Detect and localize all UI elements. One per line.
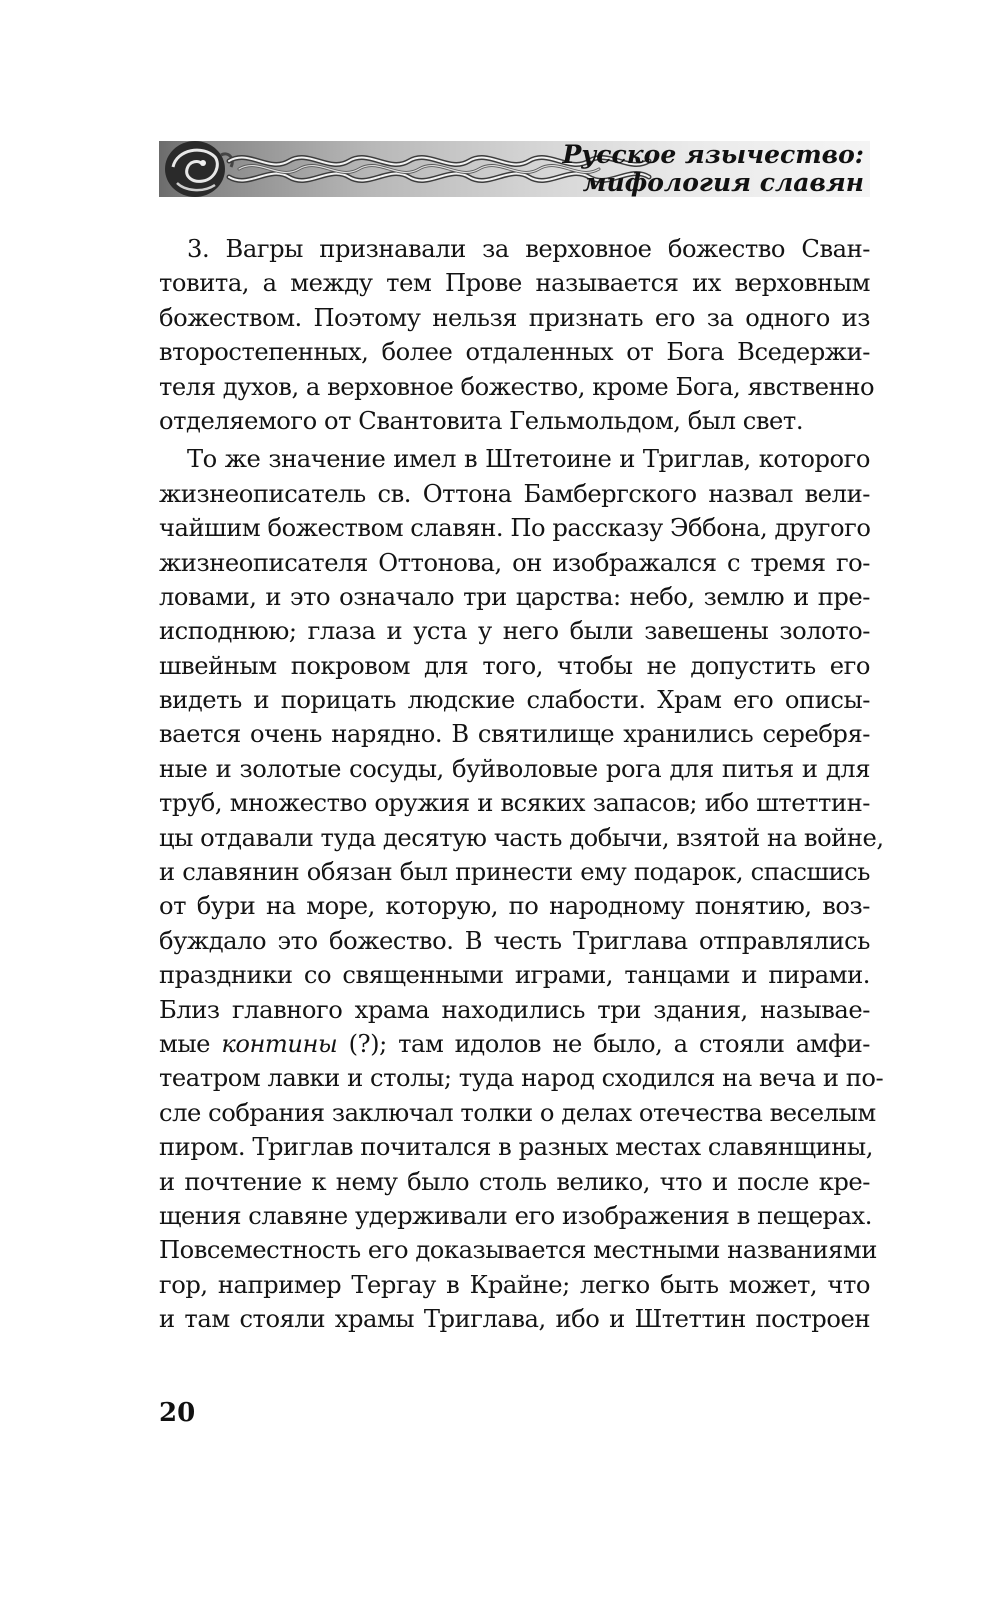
text-line: 3. Вагры признавали за верховное божество Сван-: [187, 235, 870, 263]
text-line: праздники со священными играми, танцами и пирами.: [159, 961, 870, 990]
running-header: [159, 137, 870, 201]
text-line: второстепенных, более отдаленных от Бога Вседержи-: [159, 338, 870, 367]
text-line: гор, например Тергау в Крайне; легко быть может, что: [159, 1270, 870, 1299]
text-segment: (?); там идолов не было, а стояли амфи-: [337, 1029, 870, 1058]
text-segment: мые: [159, 1029, 222, 1058]
italic-term: контины: [221, 1029, 338, 1058]
body-text: [159, 232, 884, 1337]
text-line: исподнюю; глаза и уста у него были завешены золото-: [159, 617, 870, 646]
text-line: жизнеописатель св. Оттона Бамбергского назвал вели-: [159, 479, 870, 508]
text-line: театром лавки и столы; туда народ сходился на веча и по-: [159, 1064, 884, 1093]
text-line: щения славяне удерживали его изображения в пещерах.: [159, 1201, 872, 1230]
header-title: [563, 141, 864, 197]
text-line: Повсеместность его доказывается местными названиями: [159, 1236, 877, 1265]
dragon-emblem-icon: [165, 141, 232, 197]
text-line: ловами, и это означало три царства: небо, землю и пре-: [159, 582, 870, 611]
text-line: вается очень нарядно. В святилище хранились серебря-: [159, 720, 870, 749]
text-line: То же значение имел в Штетоине и Триглав, которого: [187, 445, 870, 474]
page-number: 20: [159, 1398, 196, 1428]
header-title-line-1: Русское язычество:: [562, 140, 864, 169]
header-title-line-2: мифология славян: [582, 168, 864, 197]
paragraph-2: [159, 442, 884, 1336]
text-line: цы отдавали туда десятую часть добычи, взятой на войне,: [159, 823, 884, 852]
text-line: жизнеописателя Оттонова, он изображался с тремя го-: [159, 548, 870, 577]
text-line: теля духов, а верховное божество, кроме Бога, явственно: [159, 372, 875, 401]
text-line: и почтение к нему было столь велико, что и после кре-: [159, 1167, 870, 1196]
text-line: ные и золотые сосуды, буйволовые рога для питья и для: [159, 754, 870, 783]
text-line-with-italic: [159, 1027, 870, 1061]
text-line: и славянин обязан был принести ему подарок, спасшись: [159, 858, 870, 887]
text-line: отделяемого от Свантовита Гельмольдом, был свет.: [159, 406, 804, 435]
text-line: пиром. Триглав почитался в разных местах славянщины,: [159, 1133, 873, 1162]
text-line: божеством. Поэтому нельзя признать его за одного из: [159, 303, 870, 332]
text-line: и там стояли храмы Триглава, ибо и Штеттин построен: [159, 1305, 870, 1334]
text-line: чайшим божеством славян. По рассказу Эббона, другого: [159, 514, 871, 543]
text-line: видеть и порицать людские слабости. Храм его описы-: [159, 686, 870, 715]
text-line: Близ главного храма находились три здания, называе-: [159, 995, 870, 1024]
text-line: швейным покровом для того, чтобы не допустить его: [159, 651, 870, 680]
text-line: товита, а между тем Прове называется их верховным: [159, 269, 870, 298]
text-line: труб, множество оружия и всяких запасов; ибо штеттин-: [159, 789, 870, 818]
text-line: буждало это божество. В честь Триглава отправлялись: [159, 926, 870, 955]
text-line: сле собрания заключал толки о делах отечества веселым: [159, 1098, 876, 1127]
text-line: от бури на море, которую, по народному понятию, воз-: [159, 892, 870, 921]
paragraph-1: [159, 232, 875, 438]
